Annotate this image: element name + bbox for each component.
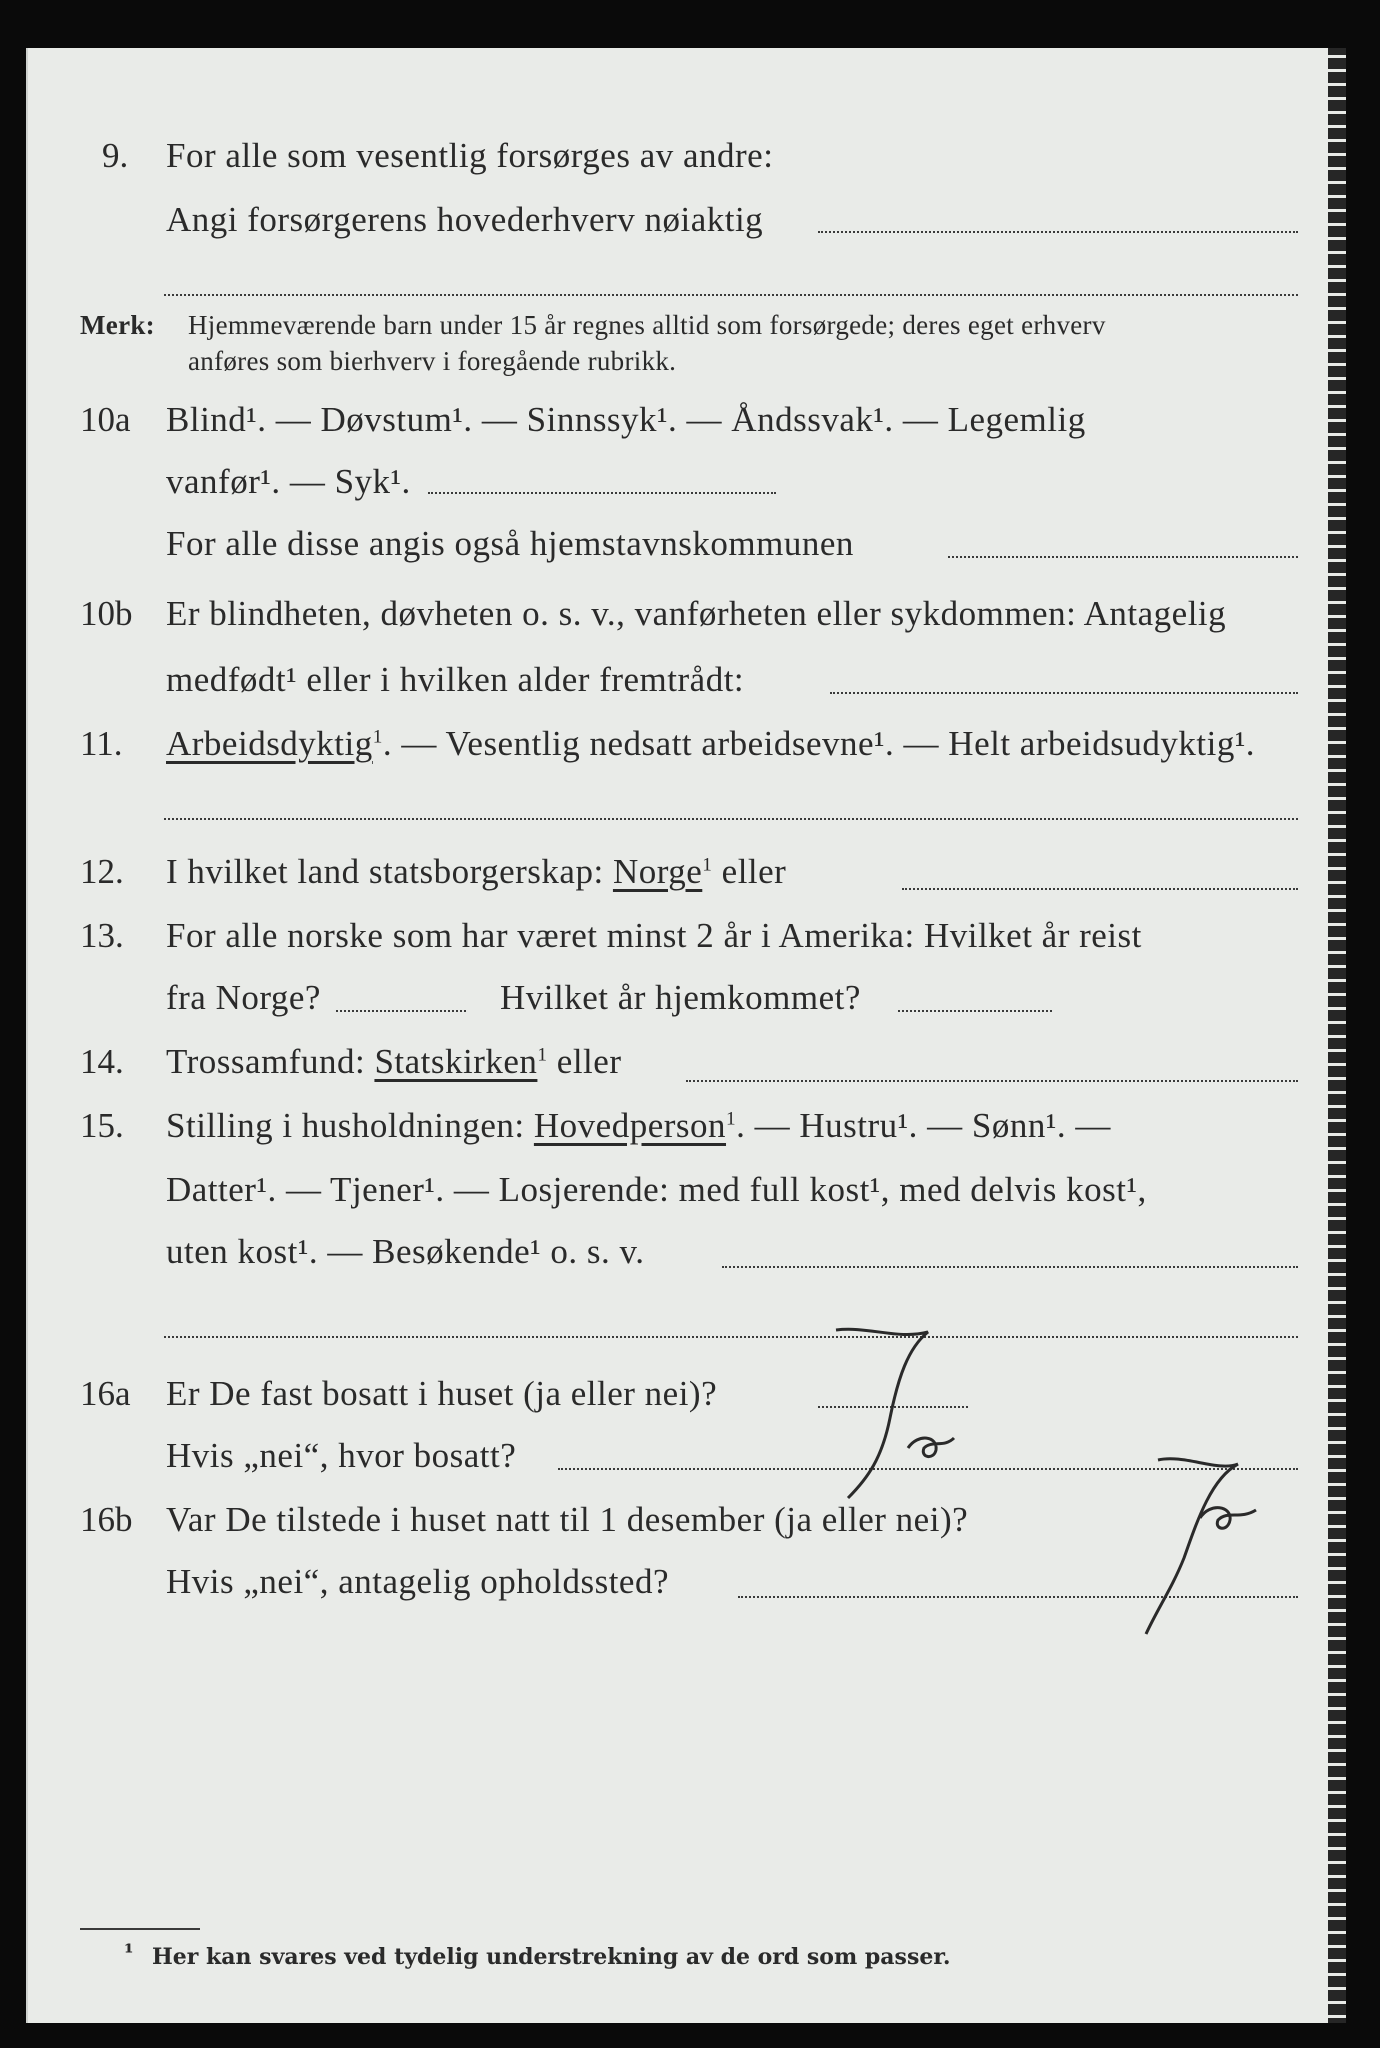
q11-answer-field[interactable] — [164, 816, 1298, 820]
q10b-answer-field[interactable] — [830, 690, 1298, 694]
q16a-number: 16a — [80, 1374, 131, 1413]
page-edge — [1328, 48, 1346, 2023]
q16b-line1: Var De tilstede i huset natt til 1 desember (ja eller nei)? — [166, 1500, 969, 1539]
merk-line1: Hjemmeværende barn under 15 år regnes alltid som forsørgede; deres eget erhverv — [188, 310, 1106, 340]
q9-number: 9. — [102, 136, 129, 175]
q10a-number: 10a — [80, 400, 131, 439]
q15-number: 15. — [80, 1106, 124, 1145]
q12-number: 12. — [80, 852, 124, 891]
q15-option-hovedperson[interactable]: Hovedperson — [533, 1106, 727, 1145]
q16a-handwritten-answer — [808, 1308, 1008, 1528]
q9-answer-field[interactable] — [818, 229, 1298, 233]
q10b-number: 10b — [80, 594, 133, 633]
q10a-answer-field[interactable] — [428, 490, 776, 494]
q15-line1: Stilling i husholdningen: Hovedperson$^1$. — Hustru¹. — Sønn¹. — — [166, 1106, 1111, 1145]
q11-rest: . — Vesentlig nedsatt arbeidsevne¹. — Helt arbeidsudyktig¹. — [382, 724, 1256, 763]
q15-answer-field-2[interactable] — [164, 1334, 1298, 1338]
q14-number: 14. — [80, 1042, 124, 1081]
merk-label: Merk: — [80, 310, 155, 340]
footnote-rule — [80, 1928, 200, 1930]
q10b-line1: Er blindheten, døvheten o. s. v., vanførheten eller sykdommen: Antagelig — [166, 594, 1227, 633]
q13-line2a: fra Norge? — [166, 978, 321, 1017]
q13-line1: For alle norske som har været minst 2 år i Amerika: Hvilket år reist — [166, 916, 1142, 955]
q13-left-field[interactable] — [336, 1008, 466, 1012]
q15-answer-field[interactable] — [722, 1264, 1298, 1268]
q15-rest: . — Hustru¹. — Sønn¹. — — [736, 1106, 1111, 1145]
q12-post: eller — [712, 852, 787, 891]
q12-option-norge[interactable]: Norge — [612, 852, 703, 891]
footnote-mark: ¹ — [124, 1940, 134, 1966]
q11-option-arbeidsdyktig[interactable]: Arbeidsdyktig — [166, 724, 373, 763]
q11-number: 11. — [80, 724, 123, 763]
q16b-handwritten-answer — [1088, 1438, 1308, 1658]
q16a-line1: Er De fast bosatt i huset (ja eller nei)? — [166, 1374, 718, 1413]
q14-option-statskirken[interactable]: Statskirken — [374, 1042, 538, 1081]
q10b-line2: medfødt¹ eller i hvilken alder fremtrådt: — [166, 660, 745, 699]
q15-prompt: Stilling i husholdningen: — [166, 1106, 525, 1145]
q13-line2b: Hvilket år hjemkommet? — [500, 978, 861, 1017]
q9-line2: Angi forsørgerens hovederhverv nøiaktig — [166, 200, 764, 239]
q10a-line3: For alle disse angis også hjemstavnskommunen — [166, 524, 854, 563]
form-page — [26, 48, 1346, 2023]
footnote-text: Her kan svares ved tydelig understrekning av de ord som passer. — [152, 1944, 951, 1970]
merk-line2: anføres som bierhverv i foregående rubrikk. — [188, 346, 677, 376]
q9-line1: For alle som vesentlig forsørges av andre: — [166, 136, 774, 175]
q14-prompt: Trossamfund: — [166, 1042, 366, 1081]
q16b-line2: Hvis „nei“, antagelig opholdssted? — [166, 1562, 669, 1601]
q13-returned-field[interactable] — [898, 1008, 1052, 1012]
q12-line: I hvilket land statsborgerskap: Norge$^1$ eller — [166, 852, 787, 891]
q16a-line2: Hvis „nei“, hvor bosatt? — [166, 1436, 517, 1475]
q10a-line2: vanfør¹. — Syk¹. — [166, 462, 411, 501]
q15-line2: Datter¹. — Tjener¹. — Losjerende: med full kost¹, med delvis kost¹, — [166, 1170, 1147, 1209]
q14-line: Trossamfund: Statskirken$^1$ eller — [166, 1042, 622, 1081]
q13-number: 13. — [80, 916, 124, 955]
q16b-number: 16b — [80, 1500, 133, 1539]
q14-post: eller — [547, 1042, 622, 1081]
q10a-hometown-field[interactable] — [948, 554, 1298, 558]
q11-line: Arbeidsdyktig$^1$. — Vesentlig nedsatt arbeidsevne¹. — Helt arbeidsudyktig¹. — [166, 724, 1256, 763]
q15-line3: uten kost¹. — Besøkende¹ o. s. v. — [166, 1232, 645, 1271]
q12-prompt: I hvilket land statsborgerskap: — [166, 852, 604, 891]
q14-answer-field[interactable] — [686, 1078, 1298, 1082]
q9-answer-field-2[interactable] — [164, 292, 1298, 296]
q12-answer-field[interactable] — [902, 886, 1298, 890]
q10a-line1: Blind¹. — Døvstum¹. — Sinnssyk¹. — Åndssvak¹. — Legemlig — [166, 400, 1086, 439]
